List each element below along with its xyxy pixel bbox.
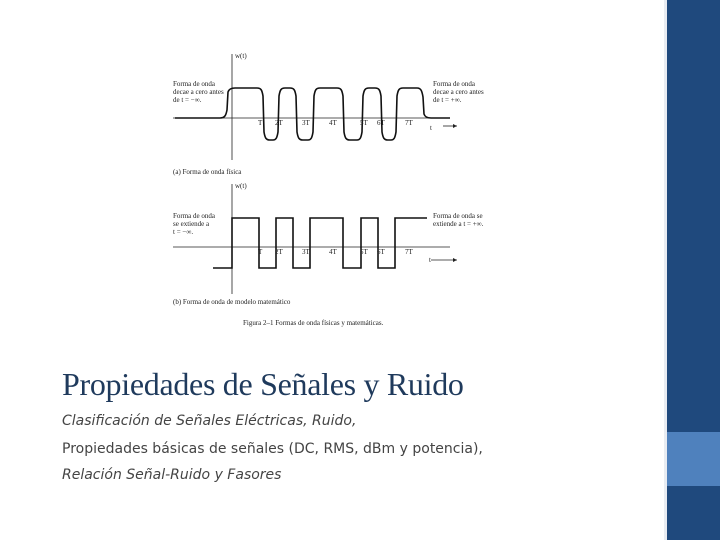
- top-left-note-1: Forma de onda: [173, 80, 215, 88]
- top-right-note-1: Forma de onda: [433, 80, 475, 88]
- bottom-caption: (b) Forma de onda de modelo matemático: [173, 298, 291, 306]
- bottom-left-note-1: Forma de onda: [173, 212, 215, 220]
- top-tick-3T: 3T: [302, 119, 310, 127]
- subtitle-line-1: Clasificación de Señales Eléctricas, Ruido,: [62, 413, 357, 429]
- subtitle-line-3: Relación Señal-Ruido y Fasores: [62, 467, 282, 483]
- top-axis-label: w(t): [235, 52, 247, 60]
- bottom-left-note-3: t = −∞.: [173, 228, 194, 236]
- top-t-label: t: [430, 124, 432, 132]
- top-tick-T: T: [258, 119, 263, 127]
- bottom-tick-2T: 2T: [275, 248, 283, 256]
- top-caption: (a) Forma de onda física: [173, 168, 242, 176]
- waveform-figure: [165, 42, 505, 332]
- top-left-note-3: de t = −∞.: [173, 96, 202, 104]
- bottom-left-note-2: se extiende a: [173, 220, 210, 228]
- figure-caption: Figura 2–1 Formas de onda físicas y matemáticas.: [243, 319, 384, 327]
- bottom-t-label: t: [429, 256, 431, 264]
- accent-divider: [664, 0, 667, 540]
- bottom-tick-7T: 7T: [405, 248, 413, 256]
- top-tick-4T: 4T: [329, 119, 337, 127]
- subtitle-line-2: Propiedades básicas de señales (DC, RMS, dBm y potencia),: [62, 441, 483, 457]
- accent-strip-top: [667, 0, 720, 432]
- slide-title: Propiedades de Señales y Ruido: [62, 366, 464, 402]
- bottom-axis-label: w(t): [235, 182, 247, 190]
- bottom-tick-4T: 4T: [329, 248, 337, 256]
- bottom-tick-6T: 6T: [377, 248, 385, 256]
- top-right-note-2: decae a cero antes: [433, 88, 484, 96]
- waveform-figure-svg: [165, 42, 505, 332]
- top-tick-2T: 2T: [275, 119, 283, 127]
- bottom-tick-T: T: [258, 248, 263, 256]
- accent-strip-middle: [667, 432, 720, 486]
- accent-strip-bottom: [667, 486, 720, 540]
- top-tick-7T: 7T: [405, 119, 413, 127]
- top-tick-6T: 6T: [377, 119, 385, 127]
- top-left-note-2: decae a cero antes: [173, 88, 224, 96]
- top-tick-5T: 5T: [360, 119, 368, 127]
- bottom-tick-5T: 5T: [360, 248, 368, 256]
- top-right-note-3: de t = +∞.: [433, 96, 462, 104]
- bottom-tick-3T: 3T: [302, 248, 310, 256]
- bottom-right-note-1: Forma de onda se: [433, 212, 483, 220]
- bottom-right-note-2: extiende a t = +∞.: [433, 220, 484, 228]
